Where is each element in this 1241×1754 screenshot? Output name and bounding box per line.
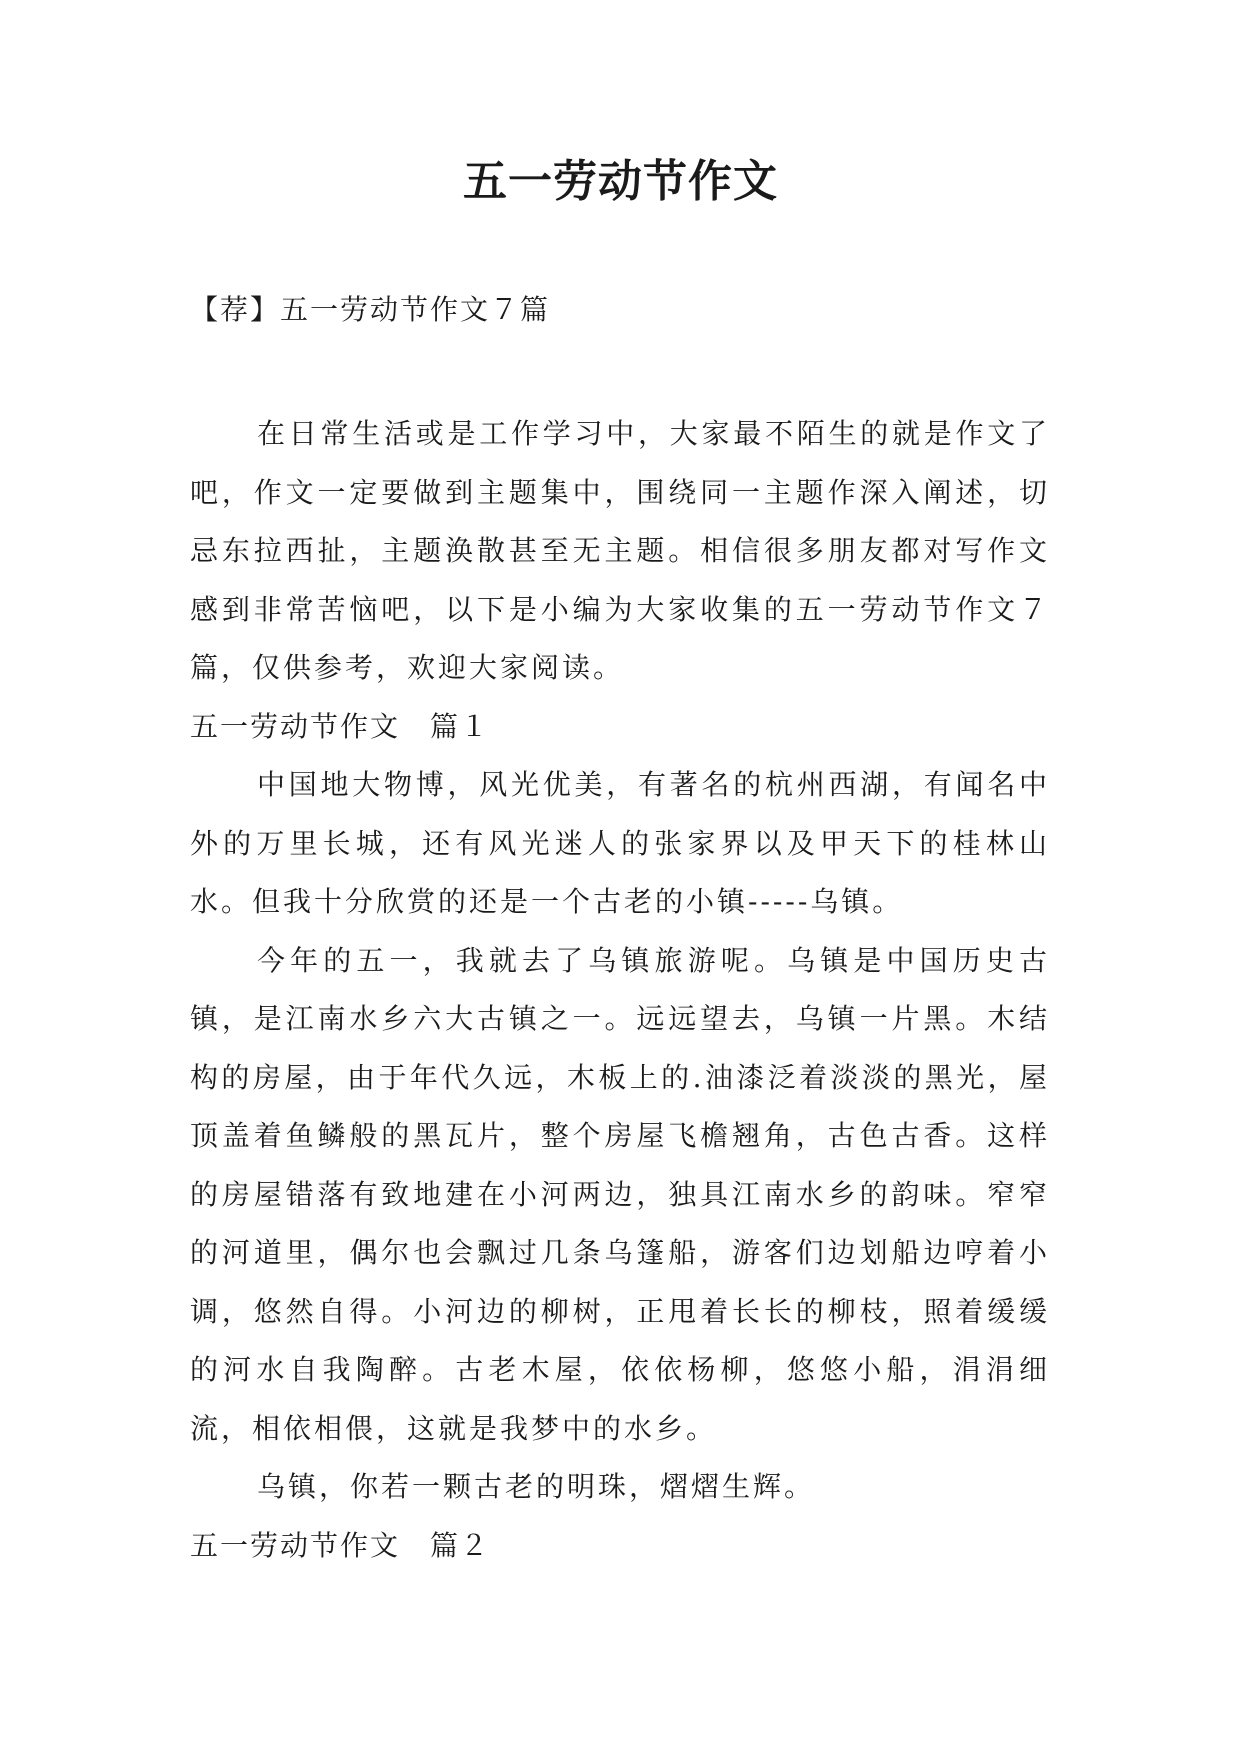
document-subtitle: 【荐】五一劳动节作文７篇 — [190, 293, 551, 326]
section-heading-2: 五一劳动节作文 篇２ — [190, 1528, 491, 1562]
paragraph-2: 今年的五一，我就去了乌镇旅游呢。乌镇是中国历史古镇，是江南水乡六大古镇之一。远远望去，乌镇一片黑。木结构的房屋，由于年代久远，木板上的.油漆泛着淡淡的黑光，屋顶盖着鱼鳞般的黑瓦片，整个房屋飞檐翘角，古色古香。这样的房屋错落有致地建在小河两边，独具江南水乡的韵味。窄窄的河道里，偶尔也会飘过几条乌篷船，游客们边划船边哼着小调，悠然自得。小河边的柳树，正甩着长长的柳枝，照着缓缓的河水自我陶醉。古老木屋，依依杨柳，悠悠小船，涓涓细流，相依相偎，这就是我梦中的水乡。 — [190, 943, 1050, 1445]
document-title: 五一劳动节作文 — [463, 156, 778, 207]
intro-paragraph: 在日常生活或是工作学习中，大家最不陌生的就是作文了吧，作文一定要做到主题集中，围绕同一主题作深入阐述，切忌东拉西扯，主题涣散甚至无主题。相信很多朋友都对写作文感到非常苦恼吧，以下是小编为大家收集的五一劳动节作文７篇，仅供参考，欢迎大家阅读。 — [190, 417, 1050, 684]
paragraph-3: 乌镇，你若一颗古老的明珠，熠熠生辉。 — [257, 1470, 816, 1503]
document-body — [190, 405, 1050, 1575]
section-heading-1: 五一劳动节作文 篇１ — [190, 709, 491, 743]
paragraph-1: 中国地大物博，风光优美，有著名的杭州西湖，有闻名中外的万里长城，还有风光迷人的张家界以及甲天下的桂林山水。但我十分欣赏的还是一个古老的小镇-----乌镇。 — [190, 768, 1050, 918]
